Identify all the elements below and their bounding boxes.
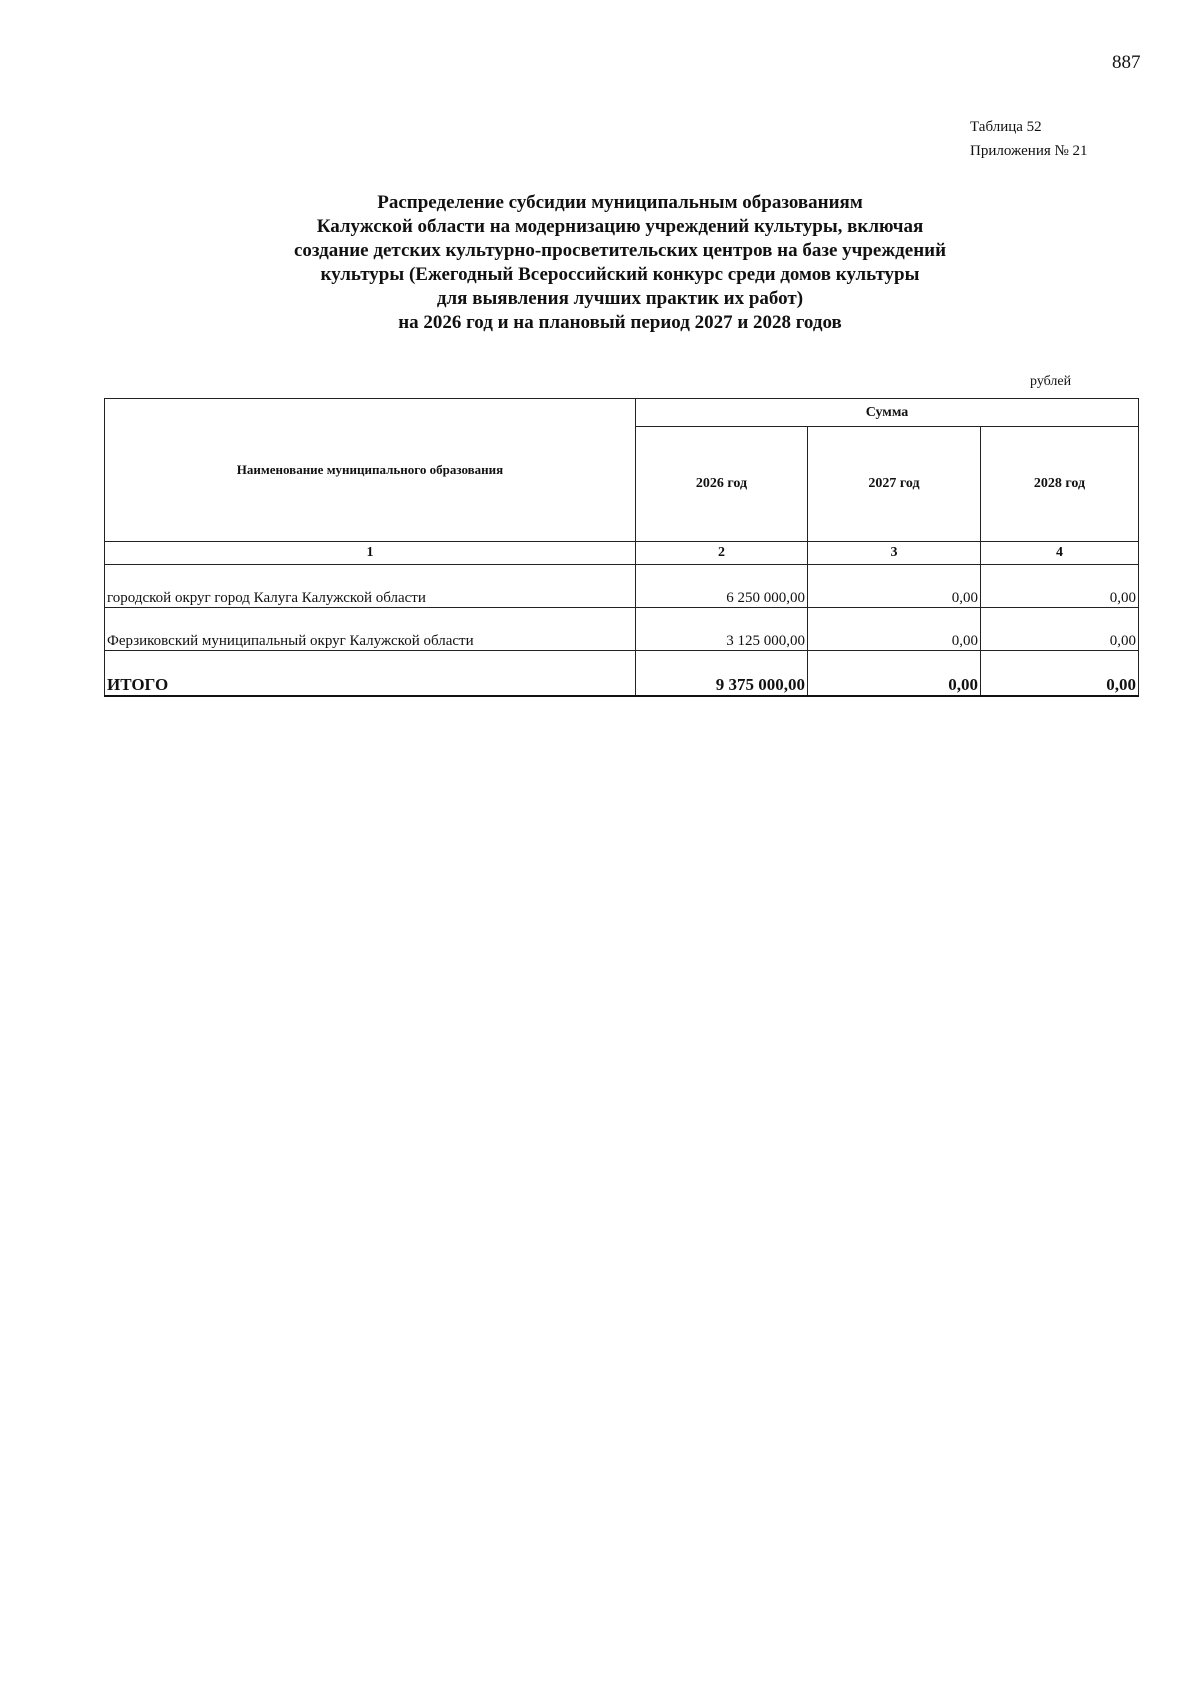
table-header-row: [105, 399, 1139, 427]
total-2026: 9 375 000,00: [636, 651, 808, 697]
document-title: [190, 191, 1050, 335]
total-2028: 0,00: [981, 651, 1139, 697]
table-label: Таблица 52: [970, 119, 1042, 135]
total-2027: 0,00: [808, 651, 981, 697]
amount-2028: 0,00: [981, 608, 1139, 651]
title-line: для выявления лучших практик их работ): [436, 288, 804, 309]
table-row: [105, 565, 1139, 608]
header-municipality-name: Наименование муниципального образования: [105, 399, 636, 542]
appendix-reference: [970, 115, 1088, 163]
column-number-row: [105, 542, 1139, 565]
header-sum: Сумма: [636, 399, 1139, 427]
appendix-label: Приложения № 21: [970, 143, 1088, 159]
table-row: [105, 608, 1139, 651]
municipality-name: Ферзиковский муниципальный округ Калужской области: [105, 608, 636, 651]
total-row: [105, 651, 1139, 697]
amount-2027: 0,00: [808, 608, 981, 651]
title-line: культуры (Ежегодный Всероссийский конкурс среди домов культуры: [320, 264, 920, 285]
header-year-2028: 2028 год: [981, 427, 1139, 542]
title-line: на 2026 год и на плановый период 2027 и 2028 годов: [398, 312, 842, 333]
amount-2028: 0,00: [981, 565, 1139, 608]
header-year-2027: 2027 год: [808, 427, 981, 542]
page-number: 887: [1112, 52, 1141, 73]
header-year-2026: 2026 год: [636, 427, 808, 542]
title-line: Распределение субсидии муниципальным образованиям: [377, 192, 863, 213]
column-number: 2: [636, 542, 808, 565]
subsidy-allocation-table: [104, 398, 1139, 697]
column-number: 3: [808, 542, 981, 565]
amount-2026: 6 250 000,00: [636, 565, 808, 608]
title-line: создание детских культурно-просветительских центров на базе учреждений: [293, 240, 947, 261]
total-label: ИТОГО: [105, 651, 636, 697]
amount-2026: 3 125 000,00: [636, 608, 808, 651]
unit-label: рублей: [1030, 374, 1072, 389]
amount-2027: 0,00: [808, 565, 981, 608]
title-line: Калужской области на модернизацию учреждений культуры, включая: [316, 216, 924, 237]
municipality-name: городской округ город Калуга Калужской области: [105, 565, 636, 608]
column-number: 1: [105, 542, 636, 565]
column-number: 4: [981, 542, 1139, 565]
